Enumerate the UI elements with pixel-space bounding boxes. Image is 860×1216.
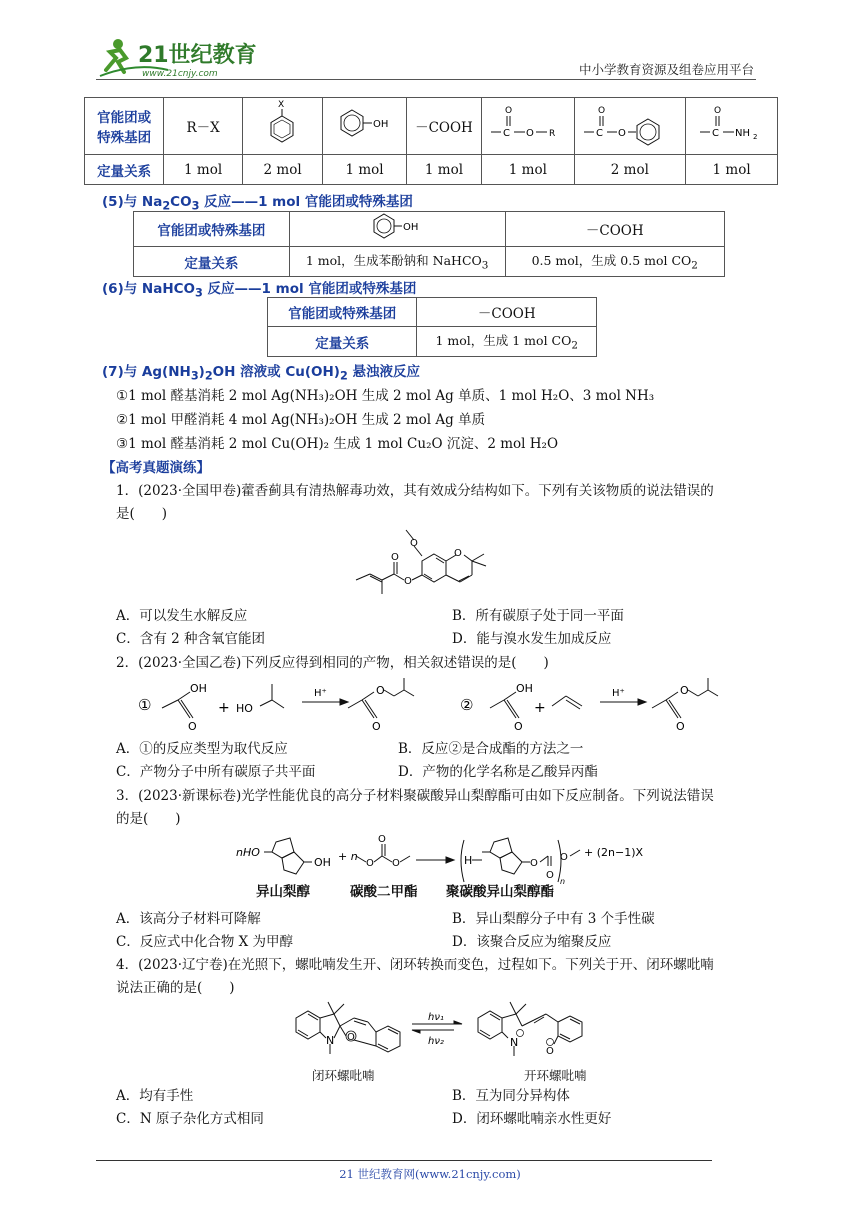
q2-reactions [138,672,738,738]
table1-aryl-halide [242,98,322,155]
q4-option-b[interactable]: B．互为同分异构体 [452,1088,570,1104]
q4-label-open: 开环螺吡喃 [524,1068,587,1083]
svg-text:+ (2n−1)X: + (2n−1)X [584,846,644,859]
svg-text:O: O [560,852,568,863]
q3-option-c[interactable]: C．反应式中化合物 X 为甲醇 [116,934,294,950]
q3-label-isosorbide: 异山梨醇 [256,884,310,900]
svg-text:HO: HO [236,702,253,715]
logo-text: 21世纪教育 [138,43,257,68]
s7-line-2: ②1 mol 甲醛消耗 4 mol Ag(NH₃)₂OH 生成 2 mol Ag 单质 [116,412,486,428]
svg-text:O: O [372,720,381,733]
q2-option-a[interactable]: A．①的反应类型为取代反应 [116,741,288,757]
q1-structure [348,522,528,608]
q3-stem-line-2: 的是( ) [116,811,181,827]
q4-stem-line-2: 说法正确的是( ) [116,980,235,996]
table5-header-label: 官能团或特殊基团 [134,212,290,247]
q3-stem-line-1: 3．(2023·新课标卷)光学性能优良的高分子材料聚碳酸异山梨醇酯可由如下反应制备。下列说法错误 [116,788,714,804]
svg-text:O: O [530,858,538,869]
svg-text:X: X [277,100,284,110]
svg-text:O: O [546,1046,554,1057]
s7-line-1: ①1 mol 醛基消耗 2 mol Ag(NH₃)₂OH 生成 2 mol Ag 单质、1 mol H₂O、3 mol NH₃ [116,388,655,404]
svg-text:O: O [378,834,386,845]
q3-label-dimethyl-carbonate: 碳酸二甲酯 [350,884,418,900]
q2-option-b[interactable]: B．反应②是合成酯的方法之一 [398,741,584,757]
section-6-title: (6)与 NaHCO$_3$ 反应——1 mol 官能团或特殊基团 [102,281,417,300]
svg-text:O: O [546,870,554,881]
table1-header-label: 官能团或 特殊基团 [85,98,164,155]
svg-text:O: O [188,720,197,733]
site-logo [96,36,266,80]
svg-text:R: R [548,129,556,139]
svg-text:H⁺: H⁺ [314,688,327,699]
table6-cooh: －COOH [417,298,597,327]
table1-value: 2 mol [242,155,322,185]
q4-option-a[interactable]: A．均有手性 [116,1088,194,1104]
table6-row2-label: 定量关系 [268,327,417,357]
q4-label-closed: 闭环螺吡喃 [312,1068,375,1083]
footer-text[interactable]: 21 世纪教育网(www.21cnjy.com) [339,1167,521,1181]
svg-text:O: O [680,684,689,697]
svg-text:OH: OH [403,222,419,233]
table1-amide [686,98,778,155]
quantitative-table-6 [267,297,597,357]
table1-ester [482,98,574,155]
s7-line-3: ③1 mol 醛基消耗 2 mol Cu(OH)₂ 生成 1 mol Cu₂O 沉淀、2 mol H₂O [116,436,559,452]
svg-text:O: O [347,1032,355,1043]
platform-title: 中小学教育资源及组卷应用平台 [578,62,754,77]
q4-stem-line-1: 4．(2023·辽宁卷)在光照下，螺吡喃发生开、闭环转换而变色，过程如下。下列关于开、闭环螺吡喃 [116,957,714,973]
svg-text:H⁺: H⁺ [612,688,625,699]
q1-option-c[interactable]: C．含有 2 种含氧官能团 [116,631,266,647]
q4-scheme [282,996,612,1070]
phenyl-ester-structure-icon [580,102,680,146]
svg-text:O: O [454,548,462,559]
svg-text:hν₁: hν₁ [428,1012,444,1023]
table1-value: 1 mol [686,155,778,185]
table6-header-label: 官能团或特殊基团 [268,298,417,327]
q3-label-polymer: 聚碳酸异山梨醇酯 [446,884,554,900]
q3-option-d[interactable]: D．该聚合反应为缩聚反应 [452,934,612,950]
svg-text:OH: OH [190,682,207,695]
table6-value: 1 mol，生成 1 mol $CO_2$ [417,327,597,357]
svg-text:N: N [326,1034,335,1047]
svg-text:2: 2 [752,133,758,141]
svg-text:O: O [504,106,512,116]
svg-text:C: C [502,128,510,139]
table1-rx: R－X [164,98,243,155]
logo-runner-icon [96,36,266,80]
svg-text:O: O [392,858,400,869]
svg-text:OH: OH [372,119,388,130]
svg-text:NH: NH [734,128,750,139]
svg-text:O: O [713,106,721,116]
table5-cooh: －COOH [505,212,725,247]
svg-text:H: H [464,854,473,867]
section-5-title: (5)与 $Na_2CO_3$ 反应——1 mol 官能团或特殊基团 [102,194,413,213]
svg-text:O: O [376,684,385,697]
table5-phenol [289,212,505,247]
spiropyran-scheme-icon [282,996,612,1066]
q1-option-a[interactable]: A．可以发生水解反应 [116,608,248,624]
svg-text:O: O [410,538,418,549]
q1-option-d[interactable]: D．能与溴水发生加成反应 [452,631,612,647]
logo-url: www.21cnjy.com [142,69,218,79]
svg-text:O: O [391,552,399,563]
svg-text:O: O [597,106,605,116]
svg-text:①: ① [138,696,152,714]
table1-phenyl-ester [574,98,686,155]
table1-value: 1 mol [164,155,243,185]
table1-value: 2 mol [574,155,686,185]
table1-phenol [323,98,407,155]
svg-text:O: O [617,128,626,139]
svg-text:hν₂: hν₂ [428,1036,444,1047]
q2-reaction-scheme-icon [138,672,738,734]
q1-stem-line-2: 是( ) [116,506,168,522]
svg-text:O: O [676,720,685,733]
table1-value: 1 mol [482,155,574,185]
amide-structure-icon [692,102,772,146]
header-rule [96,79,756,80]
aryl-halide-structure-icon [263,98,303,150]
q3-option-a[interactable]: A．该高分子材料可降解 [116,911,261,927]
q2-option-d[interactable]: D．产物的化学名称是乙酸异丙酯 [398,764,598,780]
quantitative-table-5 [133,211,725,277]
q2-option-c[interactable]: C．产物分子中所有碳原子共平面 [116,764,316,780]
practice-title: 【高考真题演练】 [102,460,210,476]
svg-text:n: n [560,877,566,886]
svg-text:C: C [711,128,719,139]
q3-option-b[interactable]: B．异山梨醇分子中有 3 个手性碳 [452,911,655,927]
q1-option-b[interactable]: B．所有碳原子处于同一平面 [452,608,624,624]
section-7-title: (7)与 $Ag(NH_3)_2OH$ 溶液或 $Cu(OH)_2$ 悬浊液反应 [102,364,420,383]
q4-option-d[interactable]: D．闭环螺吡喃亲水性更好 [452,1111,612,1127]
svg-text:+: + [534,700,546,716]
quantitative-table-1 [84,97,778,185]
svg-text:O: O [404,576,412,587]
svg-text:nHO: nHO [236,846,260,859]
table5-value-cooh: 0.5 mol，生成 0.5 mol $CO_2$ [505,247,725,277]
q1-stem-line-1: 1．(2023·全国甲卷)藿香蓟具有清热解毒功效，其有效成分结构如下。下列有关该物质的说法错误的 [116,483,714,499]
svg-text:OH: OH [314,856,331,869]
table1-value: 1 mol [323,155,407,185]
table5-value-phenol: 1 mol，生成苯酚钠和 NaHCO$_3$ [289,247,505,277]
svg-text:O: O [514,720,523,733]
svg-text:+: + [218,700,230,716]
footer-rule [96,1160,712,1161]
svg-text:OH: OH [516,682,533,695]
table1-cooh: －COOH [406,98,481,155]
svg-text:O: O [366,858,374,869]
phenol-structure-icon [330,104,400,144]
svg-text:②: ② [460,696,474,714]
table1-row2-label: 定量关系 [85,155,164,185]
phenol-structure-icon [362,212,432,242]
svg-text:+ n: + n [338,850,358,863]
ester-structure-icon [485,102,571,146]
svg-text:O: O [525,128,534,139]
table1-value: 1 mol [406,155,481,185]
q4-option-c[interactable]: C．N 原子杂化方式相同 [116,1111,264,1127]
q2-stem: 2．(2023·全国乙卷)下列反应得到相同的产物，相关叙述错误的是( ) [116,655,549,671]
ageratochromene-structure-icon [348,522,528,604]
svg-text:N: N [510,1036,519,1049]
svg-text:C: C [595,128,603,139]
table5-row2-label: 定量关系 [134,247,290,277]
